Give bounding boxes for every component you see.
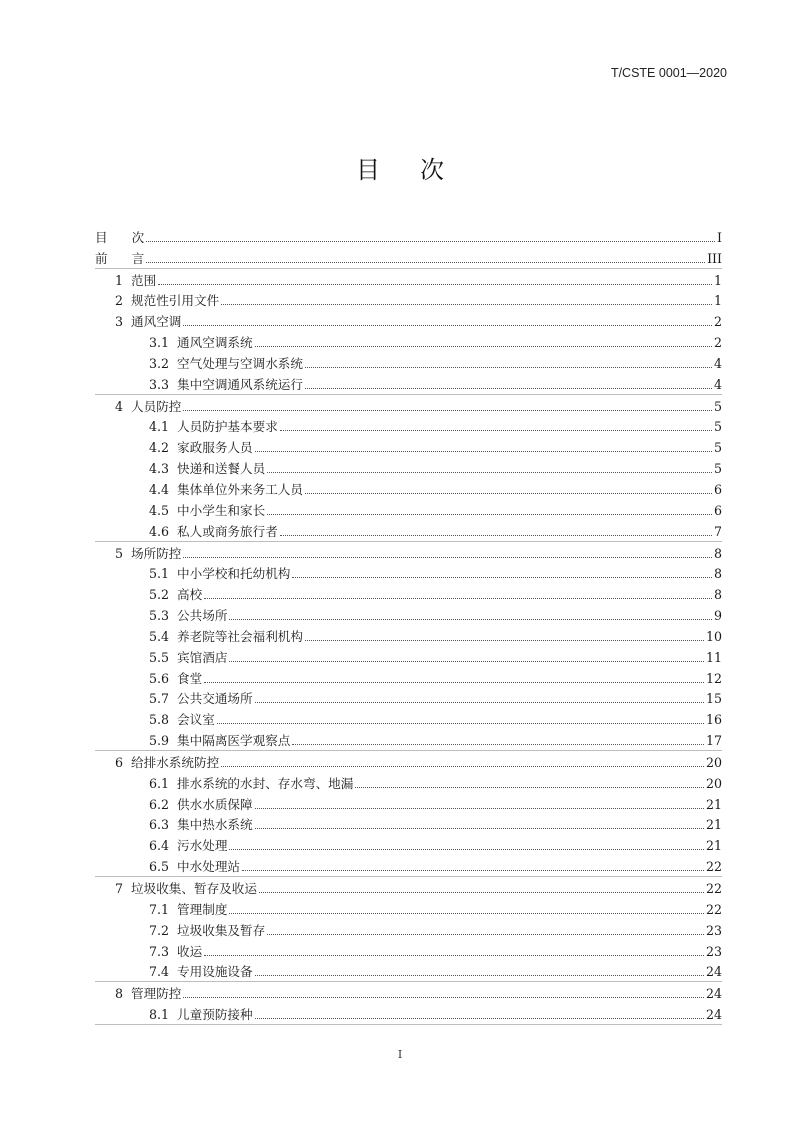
toc-entry-page: 22 [705, 859, 722, 875]
toc-leader-dots [217, 723, 704, 724]
toc-entry-page: 2 [713, 335, 722, 351]
toc-leader-dots [183, 557, 712, 558]
toc-entry-page: 6 [713, 502, 722, 518]
toc-entry-page: 23 [705, 922, 722, 938]
toc-entry-page: 5 [713, 440, 722, 456]
toc-entry-page: 22 [705, 901, 722, 917]
toc-entry[interactable] [95, 563, 722, 584]
toc-entry-label: 1 范围 [115, 272, 157, 288]
toc-entry-page: 16 [705, 712, 722, 728]
page-number: I [397, 1048, 403, 1061]
toc-entry-label: 目 次 [95, 229, 145, 245]
toc-leader-dots [305, 493, 712, 494]
toc-entry[interactable] [95, 729, 722, 751]
toc-leader-dots [255, 346, 712, 347]
toc-entry-label: 7.4 专用设施设备 [149, 964, 253, 980]
toc-leader-dots [229, 619, 712, 620]
toc-entry-label: 6.4 污水处理 [149, 838, 228, 854]
toc-entry[interactable] [95, 772, 722, 793]
toc-entry[interactable] [95, 310, 722, 331]
toc-entry-label: 7.1 管理制度 [149, 901, 228, 917]
toc-entry-page: 9 [713, 608, 722, 624]
toc-entry-label: 5.5 宾馆酒店 [149, 649, 228, 665]
toc-entry-page: 8 [713, 545, 722, 561]
toc-entry-label: 7.2 垃圾收集及暂存 [149, 922, 266, 938]
document-code: T/CSTE 0001—2020 [610, 66, 727, 80]
toc-entry[interactable] [95, 814, 722, 835]
toc-entry-label: 4.4 集体单位外来务工人员 [149, 481, 303, 497]
toc-entry-page: 17 [705, 733, 722, 749]
toc-entry-page: 24 [705, 1007, 722, 1023]
toc-entry[interactable] [95, 395, 722, 416]
toc-entry-page: 23 [705, 943, 722, 959]
toc-entry[interactable] [95, 520, 722, 542]
toc-leader-dots [292, 577, 712, 578]
toc-entry-label: 5.8 会议室 [149, 712, 215, 728]
toc-entry-label: 3.2 空气处理与空调水系统 [149, 355, 303, 371]
toc-leader-dots [255, 1018, 704, 1019]
toc-leader-dots [255, 975, 704, 976]
toc-entry[interactable] [95, 940, 722, 961]
toc-entry-page: 22 [705, 881, 722, 896]
toc-entry[interactable] [95, 646, 722, 667]
toc-entry-label: 5.2 高校 [149, 587, 203, 603]
toc-entry[interactable] [95, 478, 722, 499]
toc-leader-dots [259, 892, 704, 893]
toc-entry-page: 20 [705, 754, 722, 770]
toc-leader-dots [183, 410, 712, 411]
toc-entry-label: 4.3 快递和送餐人员 [149, 461, 266, 477]
toc-entry[interactable] [95, 457, 722, 478]
toc-entry[interactable] [95, 793, 722, 814]
toc-entry[interactable] [95, 373, 722, 395]
toc-entry-label: 7.3 收运 [149, 943, 203, 959]
toc-entry[interactable] [95, 331, 722, 352]
toc-leader-dots [242, 870, 704, 871]
toc-entry-label: 6.1 排水系统的水封、存水弯、地漏 [149, 775, 354, 791]
toc-entry-page: 7 [713, 523, 722, 539]
toc-entry-page: 15 [705, 691, 722, 707]
toc-entry[interactable] [95, 226, 722, 247]
toc-leader-dots [146, 262, 705, 263]
toc-entry-page: 20 [705, 775, 722, 791]
toc-entry-label: 6.2 供水水质保障 [149, 796, 253, 812]
toc-leader-dots [229, 661, 704, 662]
toc-entry[interactable] [95, 1003, 722, 1025]
toc-leader-dots [280, 430, 712, 431]
toc-entry-label: 5.4 养老院等社会福利机构 [149, 628, 303, 644]
toc-entry-label: 4.5 中小学生和家长 [149, 502, 266, 518]
toc-entry[interactable] [95, 290, 722, 311]
toc-entry-label: 6.5 中水处理站 [149, 859, 241, 875]
toc-leader-dots [267, 934, 704, 935]
toc-entry[interactable] [95, 855, 722, 877]
toc-entry-page: 2 [713, 314, 722, 330]
toc-leader-dots [229, 913, 704, 914]
toc-entry-label: 前 言 [95, 250, 145, 266]
toc-leader-dots [204, 682, 704, 683]
toc-entry-label: 3.3 集中空调通风系统运行 [149, 376, 303, 392]
toc-leader-dots [229, 849, 704, 850]
toc-leader-dots [221, 304, 712, 305]
toc-entry[interactable] [95, 247, 722, 269]
toc-entry-label: 8 管理防控 [115, 986, 182, 1002]
toc-leader-dots [305, 367, 712, 368]
toc-leader-dots [158, 284, 712, 285]
toc-entry-label: 4.6 私人或商务旅行者 [149, 523, 278, 539]
toc-leader-dots [267, 514, 712, 515]
toc-entry[interactable] [95, 834, 722, 855]
toc-leader-dots [204, 598, 712, 599]
toc-leader-dots [146, 241, 715, 242]
toc-entry-page: III [707, 250, 722, 266]
toc-entry[interactable] [95, 542, 722, 563]
toc-leader-dots [255, 702, 704, 703]
toc-entry-label: 6 给排水系统防控 [115, 754, 220, 770]
toc-entry-label: 5 场所防控 [115, 545, 182, 561]
toc-entry[interactable] [95, 982, 722, 1003]
toc-entry-label: 8.1 儿童预防接种 [149, 1007, 253, 1023]
toc-entry[interactable] [95, 416, 722, 437]
toc-entry-label: 4 人员防控 [115, 398, 182, 414]
toc-entry-page: 5 [713, 419, 722, 435]
table-of-contents [95, 226, 722, 1025]
toc-entry[interactable] [95, 352, 722, 373]
toc-entry-page: 12 [705, 670, 722, 686]
toc-entry-label: 2 规范性引用文件 [115, 293, 220, 309]
toc-entry-page: 1 [713, 272, 722, 288]
toc-entry-page: 8 [713, 587, 722, 603]
toc-leader-dots [292, 744, 704, 745]
toc-entry[interactable] [95, 919, 722, 940]
toc-entry-page: 21 [705, 838, 722, 854]
toc-entry[interactable] [95, 961, 722, 983]
toc-entry[interactable] [95, 625, 722, 646]
toc-entry-label: 5.9 集中隔离医学观察点 [149, 733, 291, 749]
toc-leader-dots [267, 472, 712, 473]
toc-entry-page: 11 [705, 649, 722, 665]
toc-entry-label: 3.1 通风空调系统 [149, 335, 253, 351]
toc-entry-page: 10 [705, 628, 722, 644]
toc-entry-page: 24 [705, 964, 722, 980]
toc-entry-label: 6.3 集中热水系统 [149, 817, 253, 833]
toc-leader-dots [221, 766, 704, 767]
toc-entry-label: 7 垃圾收集、暂存及收运 [115, 881, 257, 896]
toc-entry-label: 5.3 公共场所 [149, 608, 228, 624]
toc-entry[interactable] [95, 583, 722, 604]
toc-entry-page: 21 [705, 796, 722, 812]
toc-entry-page: 4 [713, 376, 722, 392]
toc-leader-dots [255, 451, 712, 452]
toc-leader-dots [183, 997, 704, 998]
toc-entry[interactable] [95, 269, 722, 290]
toc-leader-dots [305, 640, 704, 641]
toc-entry[interactable] [95, 667, 722, 688]
toc-leader-dots [355, 787, 704, 788]
toc-entry[interactable] [95, 688, 722, 709]
toc-entry-label: 5.7 公共交通场所 [149, 691, 253, 707]
toc-entry-page: 6 [713, 481, 722, 497]
toc-entry-page: 21 [705, 817, 722, 833]
toc-leader-dots [204, 955, 704, 956]
toc-entry-page: 8 [713, 566, 722, 582]
toc-entry-page: 1 [713, 293, 722, 309]
toc-leader-dots [255, 828, 704, 829]
toc-entry[interactable] [95, 708, 722, 729]
toc-entry[interactable] [95, 604, 722, 625]
toc-entry-page: 5 [713, 461, 722, 477]
toc-entry-label: 5.6 食堂 [149, 670, 203, 686]
toc-entry-label: 3 通风空调 [115, 314, 182, 330]
toc-entry[interactable] [95, 751, 722, 772]
toc-leader-dots [305, 388, 712, 389]
toc-entry[interactable] [95, 436, 722, 457]
toc-leader-dots [183, 325, 712, 326]
toc-entry[interactable] [95, 499, 722, 520]
toc-entry-page: 5 [713, 398, 722, 414]
toc-leader-dots [255, 808, 704, 809]
toc-entry-label: 4.1 人员防护基本要求 [149, 419, 278, 435]
toc-entry-page: 24 [705, 986, 722, 1002]
toc-entry-label: 5.1 中小学校和托幼机构 [149, 566, 291, 582]
toc-entry-page: 4 [713, 355, 722, 371]
toc-entry[interactable] [95, 877, 722, 898]
toc-leader-dots [280, 535, 712, 536]
toc-entry-label: 4.2 家政服务人员 [149, 440, 253, 456]
toc-entry-page: I [717, 229, 722, 245]
toc-entry[interactable] [95, 898, 722, 919]
page-title: 目次 [356, 156, 484, 184]
